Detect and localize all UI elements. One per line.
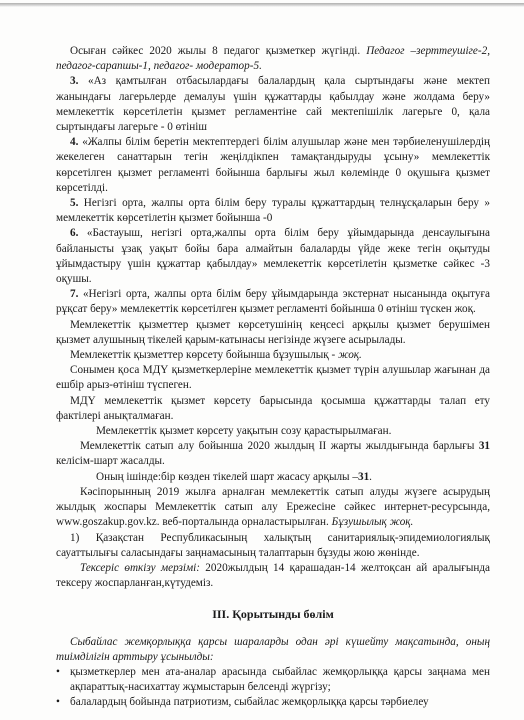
item-4-text: «Жалпы білім беретін мектептердегі білім алушылар және мен тәрбиеленушілердің жекелеген санаттарын тегін жеңілдікпен тамақтандыруды ұсыну» мемлекеттік көрсетілген қызмет регламенті бойынша барлығы жыл көлемінде 0 оқушыға қызмет көрсетілді. (56, 136, 490, 194)
paragraph-annual-plan (56, 485, 490, 531)
annual-plan-emph: Бұзушылық жоқ. (331, 516, 414, 529)
paragraph-no-violations (56, 348, 490, 363)
paragraph-item-7 (56, 287, 490, 317)
paragraph-recommendations-intro: Сыбайлас жемқорлыққа қарсы шараларды одан әрі күшейту мақсатында, оның тиімділігін арттыру ұсынылды: (56, 635, 490, 663)
item-6-number: 6. (70, 227, 79, 240)
paragraph-teachers-applied (56, 44, 490, 74)
item-4-number: 4. (70, 136, 79, 149)
list-item (56, 665, 490, 695)
paragraph-sanitary: 1) Қазақстан Республикасының халықтың санитариялық-эпидемиологиялық сауаттылығы саласындағы заңнамасының талаптарын бұзуды жою жөнінде. (56, 531, 490, 559)
direct-contracts-text: Оның ішінде:бір көзден тікелей шарт жасасу арқылы – (96, 470, 358, 483)
no-violations-emph: жоқ. (338, 349, 362, 362)
direct-contracts-end: . (369, 470, 372, 483)
inspection-period-text: 2020жылдың 14 қарашадан-14 желтоқсан ай аралығында тексеру жоспарланған,күтудемiз. (56, 561, 490, 590)
procurement-count: 31 (478, 440, 490, 453)
no-violations-text: Мемлекеттік қызметтер көрсету бойынша бұзушылық - (70, 349, 339, 362)
item-5-text: Негізгі орта, жалпы орта білім беру туралы құжаттардың телнұсқаларын беру » мемлекеттік көрсетілетін қызмет бойынша -0 (56, 197, 490, 225)
paragraph-procurement (56, 439, 490, 469)
item-7-text: «Негізгі орта, жалпы орта білім беру ұйымдарында экстернат нысанында оқытуға рұқсат беру» мемлекеттік көрсетілген қызмет регламенті бойынша 0 өтініш түскен жоқ. (56, 288, 490, 316)
paragraph-item-4 (56, 135, 490, 196)
paragraph-item-3 (56, 74, 490, 135)
list-item (56, 695, 490, 710)
direct-contracts-count: 31 (357, 470, 370, 483)
bullet-text: қызметкерлер мен ата-аналар арасында сыбайлас жемқорлыққа қарсы заңнама мен ақпараттық-насихаттау жұмыстарын белсенді жүргізу; (70, 665, 490, 694)
paragraph-services-office: Мемлекеттік қызметтер қызмет көрсетушінің кеңсесі арқылы қызмет берушімен қызмет алушының тікелей қарым-катынасы негізінде жүзеге асырылады. (56, 318, 490, 346)
paragraph-direct-contracts (56, 470, 490, 485)
annual-plan-text: Кәсіпорынның 2019 жылға арналған мемлекеттік сатып алуды жүзеге асырудың жылдық жоспары Мемлекеттік сатып алу Ережесіне сәйкес интернет-ресурсында, www.goszakup.gov.kz. веб-порталында орналастырылған. (56, 485, 490, 529)
bullet-icon: • (56, 696, 60, 709)
paragraph-no-delays: Мемлекеттік қызмет көрсету уақытын созу қарастырылмаған. (96, 425, 392, 438)
page-top-edge (0, 3, 524, 7)
inspection-period-label: Тексеріс өткізу мерзімі: (80, 561, 200, 574)
teachers-applied-text: Осыған сәйкес 2020 жылы 8 педагог қызметкер жүгінді. (70, 45, 367, 57)
item-6-text: «Бастауыш, негізгі орта,жалпы орта білім беру ұйымдарында денсаулығына байланысты ұзақ уақыт бойы бара алмайтын балаларды үйде жеке тегін оқытуды ұйымдастыру үшін құжаттар қабылдау» мемлекеттік көрсетілетін қызметке сәйкес -3 оқушы. (56, 227, 490, 286)
item-7-number: 7. (70, 288, 79, 301)
paragraph-no-complaints: Сонымен қоса МДҮ қызметкерлеріне мемлекеттік қызмет түрін алушылар жағынан да ешбір арыз-өтініш түспеген. (56, 364, 490, 392)
paragraph-item-5 (56, 196, 490, 226)
paragraph-no-extra-docs: МДҮ мемлекеттік қызмет көрсету барысында қосымша құжаттарды талап ету фактілері анықталмаған. (56, 394, 490, 422)
item-5-number: 5. (70, 197, 79, 210)
item-3-text: «Аз қамтылған отбасылардағы балалардың қала сыртындағы және мектеп жанындағы лагерьлерде демалуы үшін құжаттарды қабылдау және жолдама беру» мемлекеттік көрсетілетін қызмет регламентіне сай мектепішілік лагерьге 0, қала сыртындағы лагерьге - 0 өтініш (56, 75, 490, 134)
teachers-breakdown-text: Педагог –зерттеушіге-2, педагог-сарапшы-1, педагог- модератор-5. (56, 45, 490, 73)
procurement-text-end: келісім-шарт жасалды. (56, 455, 165, 468)
procurement-text: Мемлекеттік сатып алу бойынша 2020 жылдың II жарты жылдығында барлығы (80, 440, 479, 453)
bullet-text: балалардың бойында патриотизм, сыбайлас жемқорлыққа қарсы тәрбиелеу (70, 696, 429, 709)
item-3-number: 3. (70, 75, 79, 88)
paragraph-item-6 (56, 226, 490, 287)
bullet-icon: • (56, 665, 60, 678)
paragraph-inspection-period (56, 561, 490, 591)
section-heading-conclusion: III. Қорытынды бөлім (212, 607, 334, 622)
